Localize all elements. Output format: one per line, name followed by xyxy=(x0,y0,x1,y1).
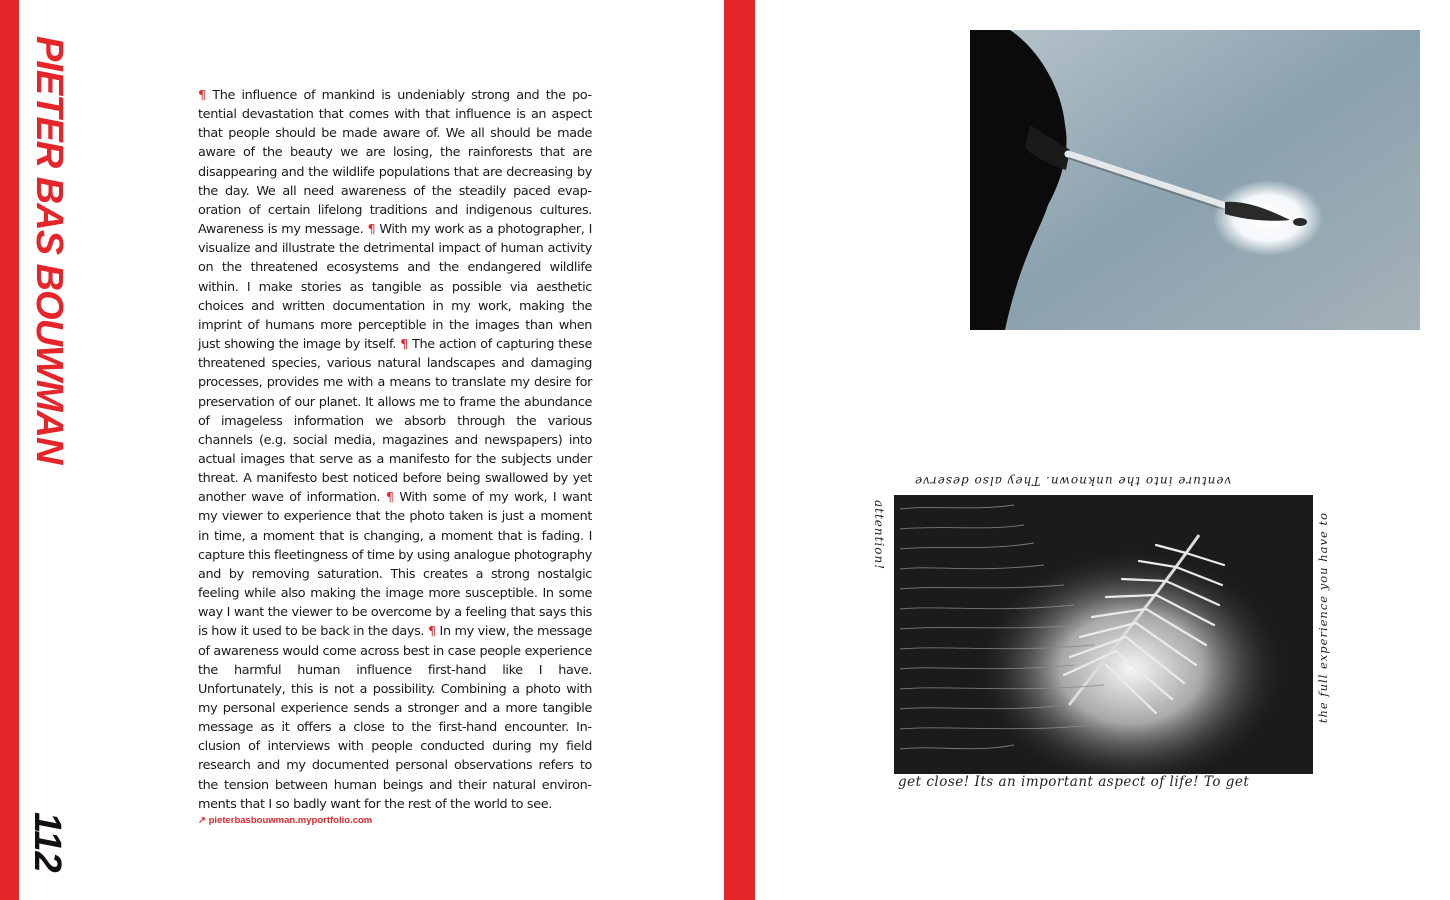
fern-photo xyxy=(894,495,1313,774)
article-body xyxy=(198,86,592,814)
paragraph-1: The influence of mankind is undeniably strong and the potential devastation that comes with that influence is an aspect that people should be made aware of. We all should be made aware of the beauty we are losing, the rainforests that are disappearing and the wildlife populations that are decreasing by the day. We all need awareness of the steadily paced evaporation of certain lifelong traditions and indigenous cultures. Awareness is my message. xyxy=(198,88,593,238)
pilcrow-mark: ¶ xyxy=(367,222,376,238)
fern-photo-card xyxy=(868,470,1338,815)
handwriting-left: attention! xyxy=(872,500,886,571)
match-photo-artwork xyxy=(970,30,1420,330)
portfolio-link[interactable]: ↗ pieterbasbouwman.myportfolio.com xyxy=(198,815,373,826)
paragraph-2: With my work as a photographer, I visualize and illustrate the detrimental impact of human activity on the threatened ecosystems and the endangered wildlife within. I make stories as tangible as possible via aesthetic choices and written documentation in my work, making the imprint of humans more perceptible in the images than when just showing the image by itself. xyxy=(198,222,592,353)
fern-photo-artwork xyxy=(894,495,1313,774)
author-name: PIETER BAS BOUWMAN xyxy=(28,36,70,464)
left-margin-bar xyxy=(0,0,19,900)
page-number: 112 xyxy=(26,812,68,873)
spine-bar xyxy=(724,0,755,900)
paragraph-4: With some of my work, I want my viewer to experience that the photo taken is just a moment in time, a moment that is changing, a moment that is fading. I capture this fleetingness of time by using analogue photography and by removing saturation. This creates a strong nostalgic feeling while also making the image more susceptible. In some way I want the viewer to be overcome by a feeling that says this is how it used to be back in the days. xyxy=(198,490,593,640)
paragraph-5: In my view, the message of awareness would come across best in case people experience the harmful human influence first-hand like I have. Unfortunately, this is not a possibility. Combining a photo with my personal experience sends a stronger and a more tangible message as it offers a close to the first-hand encounter. Inclusion of interviews with people conducted during my field research and my documented personal observations refers to the tension between human beings and their natural environments that I so badly want for the rest of the world to see. xyxy=(198,624,593,812)
pilcrow-mark: ¶ xyxy=(427,624,436,640)
match-photo xyxy=(970,30,1420,330)
paragraph-3: The action of capturing these threatened species, various natural landscapes and damaging processes, provides me with a means to translate my desire for preservation of our planet. It allows me to frame the abundance of imageless information we absorb through the various channels (e.g. social media, magazines and newspapers) into actual images that serve as a manifesto for the subjects under threat. A manifesto best noticed before being swallowed by yet another wave of information. xyxy=(198,337,593,506)
pilcrow-mark: ¶ xyxy=(198,88,206,103)
pilcrow-mark: ¶ xyxy=(385,490,394,506)
handwriting-right: the full experience you have to xyxy=(1316,512,1330,724)
handwriting-bottom: get close! Its an important aspect of life! To get xyxy=(898,774,1250,790)
handwriting-top: venture into the unknown. They also deserve xyxy=(914,474,1232,488)
pilcrow-mark: ¶ xyxy=(400,337,408,353)
